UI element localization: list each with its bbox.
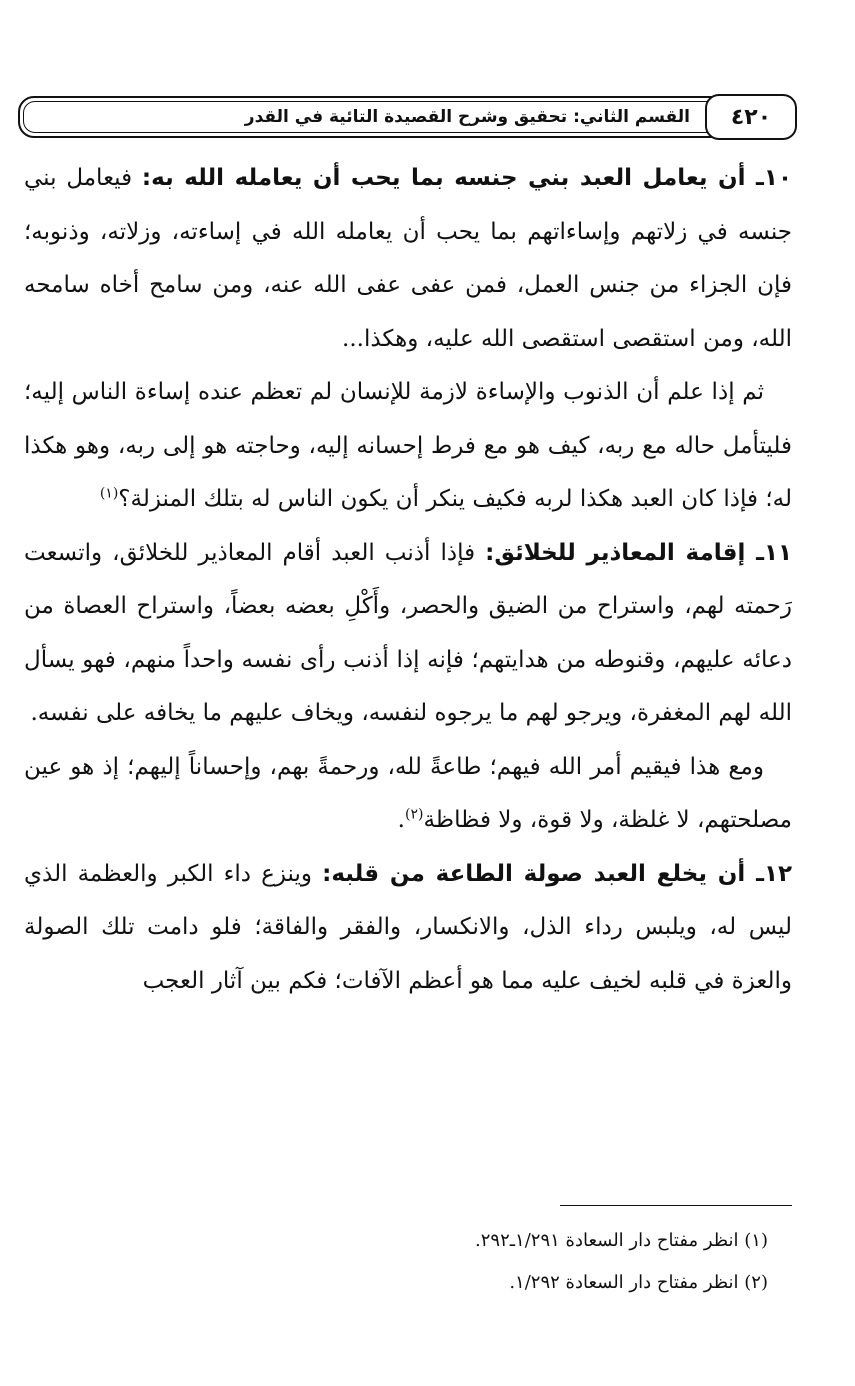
section-10	[24, 152, 792, 366]
paragraph-2	[24, 366, 792, 527]
section-12-heading: ١٢ـ أن يخلع العبد صولة الطاعة من قلبه:	[322, 860, 793, 887]
section-12	[24, 848, 792, 1009]
paragraph-4-text: ومع هذا فيقيم أمر الله فيهم؛ طاعةً لله، ورحمةً بهم، وإحساناً إليهم؛ إذ هو عين مصلحتهم، لا غلظة، ولا قوة، ولا فظاظة	[24, 753, 792, 833]
paragraph-4-end: .	[397, 807, 405, 833]
main-text	[24, 152, 792, 1008]
section-10-body: فيعامل بني جنسه في زلاتهم وإساءاتهم بما يحب أن يعامله الله في إساءته، وزلاته، وذنوبه؛ فإن الجزاء من جنس العمل، فمن عفى عفى الله عنه، ومن سامح أخاه سامحه الله، ومن استقصى استقصى الله عليه، وهكذا...	[24, 165, 792, 352]
section-11-body: فإذا أذنب العبد أقام المعاذير للخلائق، واتسعت رَحمته لهم، واستراح من الضيق والحصر، وأَكْلِ بعضه بعضاً، واستراح العصاة من دعائه عليهم، وقنوطه من هدايتهم؛ فإنه إذا أذنب رأى نفسه واحداً منهم، فهو يسأل الله لهم المغفرة، ويرجو لهم ما يرجوه لنفسه، ويخاف عليهم ما يخافه على نفسه.	[24, 539, 792, 726]
footnote-ref-2: (٢)	[404, 806, 424, 823]
paragraph-4	[24, 741, 792, 848]
section-12-body: وينزع داء الكبر والعظمة الذي ليس له، ويلبس رداء الذل، والانكسار، والفقر والفاقة؛ فلو دامت تلك الصولة والعزة في قلبه لخيف عليه مما هو أعظم الآفات؛ فكم بين آثار العجب	[24, 860, 792, 994]
page-header	[18, 96, 795, 138]
footnote-ref-1: (١)	[99, 485, 119, 502]
paragraph-2-text: ثم إذا علم أن الذنوب والإساءة لازمة للإنسان لم تعظم عنده إساءة الناس إليه؛ فليتأمل حاله مع ربه، كيف هو مع فرط إحسانه إليه، وحاجته هو إلى ربه، وهو هكذا له؛ فإذا كان العبد هكذا لربه فكيف ينكر أن يكون الناس له بتلك المنزلة؟	[24, 379, 792, 512]
section-10-heading: ١٠ـ أن يعامل العبد بني جنسه بما يحب أن يعامله الله به:	[141, 165, 792, 191]
section-11	[24, 527, 792, 741]
footnote-2: (٢) انظر مفتاح دار السعادة ١/٢٩٢.	[509, 1272, 768, 1293]
section-11-heading: ١١ـ إقامة المعاذير للخلائق:	[485, 539, 793, 566]
running-title: القسم الثاني: تحقيق وشرح القصيدة التائية في القدر	[244, 107, 690, 127]
page-number: ٤٢٠	[705, 94, 797, 140]
footnote-1: (١) انظر مفتاح دار السعادة ١/٢٩١ـ٢٩٢.	[475, 1230, 768, 1251]
footnote-separator	[560, 1205, 792, 1206]
footnotes	[300, 1220, 768, 1304]
